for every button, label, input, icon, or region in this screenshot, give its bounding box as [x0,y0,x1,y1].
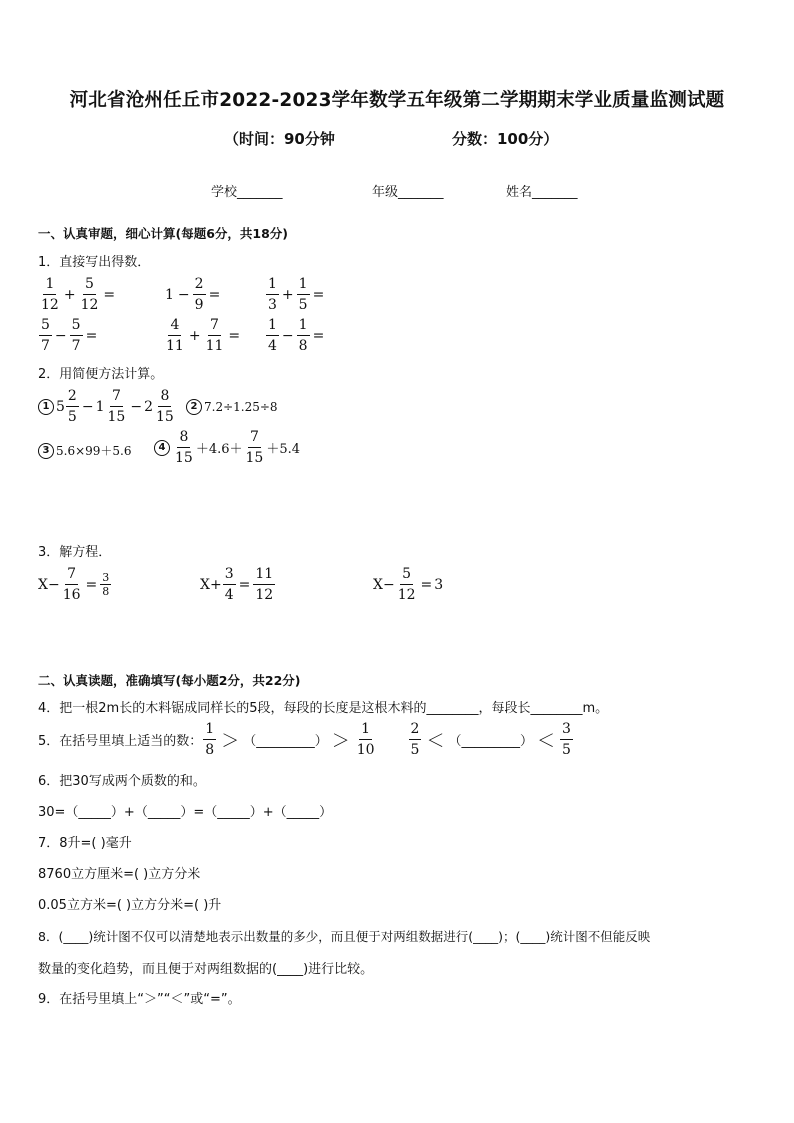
name-field[interactable]: 姓名_______ [506,185,578,200]
question-8-line-2[interactable]: 数量的变化趋势，而且便于对两组数据的(____)进行比较。 [38,962,374,977]
numerator: 1 [203,722,216,740]
operator: = [85,576,98,593]
numerator: 2 [193,277,206,295]
question-9: 9．在括号里填上“＞”“＜”或“=”。 [38,992,241,1007]
numerator: 1 [266,318,279,336]
operator: − [177,286,190,303]
numerator: 1 [359,722,372,740]
numerator: 3 [102,571,110,584]
question-7[interactable]: 7．8升=( )毫升 [38,836,132,851]
operator: + [281,286,294,303]
q1-item-2 [163,277,222,312]
q1-item-4 [38,318,99,353]
circled-number: 4 [154,440,170,456]
numerator: 11 [253,567,275,585]
operator: = [312,327,325,344]
denominator: 15 [175,450,193,466]
operator: = [228,327,241,344]
operator: − [130,398,143,415]
operator: − [81,398,94,415]
comparison-sign: ＜ [426,730,445,752]
q2-expression-1: 1 5 $\frac{2}{5}$ − 1 $\frac{7}{15}$ − 2 $\frac{8}{15}$ [38,389,177,424]
numerator: 7 [248,430,261,448]
fraction [396,567,418,602]
operator: + [63,286,76,303]
question-3-label: 3．解方程． [38,545,112,560]
q2-expression-4: 4 $\frac{8}{15}$ ＋4.6＋ $\frac{7}{15}$ ＋5.4 [154,430,300,465]
fraction [204,318,226,353]
comparison-sign: ＞ [221,730,240,752]
numerator: 1 [266,277,279,295]
operator: − [281,327,294,344]
q3-equation-2: X+ $\frac{3}{4}$ = $\frac{11}{12}$ [200,566,274,603]
circled-number: 3 [38,443,54,459]
operator: = [238,576,251,593]
fraction [173,430,195,465]
grade-field[interactable]: 年级_______ [372,185,444,200]
denominator: 7 [71,338,81,354]
denominator: 15 [155,409,174,425]
denominator: 11 [166,338,184,354]
operator: 1 [165,286,174,303]
denominator: 8 [102,585,110,598]
denominator: 9 [194,297,204,313]
operator: = [85,327,98,344]
fraction [223,567,236,602]
numerator: 2 [66,389,79,407]
fraction [297,277,310,312]
numerator: 5 [70,318,83,336]
numerator: 7 [65,567,78,585]
question-5: 5．在括号里填上适当的数： $\frac{1}{8}$ ＞ （_________） ＞ $\frac{1}{10}$ $\frac{2}{5}$ ＜ （_________） ＜ $\frac{3}{5}$ [38,721,571,758]
fraction [297,318,310,353]
fraction [70,318,83,353]
denominator: 5 [561,742,571,758]
page-title: 河北省沧州任丘市2022-2023学年数学五年级第二学期期末学业质量监测试题 [69,90,725,111]
score-info: 分数：100分） [452,130,559,148]
operator: = [312,286,325,303]
question-1-label: 1．直接写出得数． [38,255,151,270]
fraction [203,722,216,757]
q2-expression-3: 3 5.6×99＋5.6 [38,442,132,459]
numerator: 1 [297,277,310,295]
question-4: 4．把一根2m长的木料锯成同样长的5段，每段的长度是这根木料的________，每段长________m。 [38,701,609,716]
question-7-part-b[interactable]: 8760立方厘米=( )立方分米 [38,867,201,882]
denominator: 4 [224,587,234,603]
numerator: 1 [43,277,56,295]
numerator: 4 [168,318,181,336]
fraction [355,722,377,757]
denominator: 10 [356,742,375,758]
q3-equation-1: X− $\frac{7}{16}$ = $\frac{3}{8}$ [38,566,110,603]
numerator: 7 [110,389,123,407]
numerator: 5 [83,277,96,295]
time-info: （时间：90分钟 [224,130,335,148]
denominator: 4 [268,338,277,354]
denominator: 12 [41,297,59,313]
fraction [154,389,176,424]
denominator: 12 [80,297,99,313]
q1-item-6 [265,318,326,353]
denominator: 7 [41,338,50,354]
q3-equation-3: X− $\frac{5}{12}$ = 3 [373,566,444,603]
q2-expression-2: 2 7.2÷1.25÷8 [186,399,278,415]
denominator: 15 [107,409,126,425]
numerator: 8 [158,389,171,407]
denominator: 3 [268,297,277,313]
numerator: 7 [208,318,221,336]
numerator: 3 [223,567,236,585]
denominator: 12 [397,587,416,603]
school-field[interactable]: 学校_______ [211,185,283,200]
fraction [106,389,128,424]
fraction [560,722,573,757]
numerator: 5 [400,567,413,585]
denominator: 11 [205,338,224,354]
fraction [164,318,186,353]
circled-number: 2 [186,399,202,415]
answer-blank[interactable]: （_________） [448,734,533,749]
question-8-line-1[interactable]: 8．(____)统计图不仅可以清楚地表示出数量的多少，而且便于对两组数据进行(____)；(____)统计图不但能反映 [38,929,651,944]
operator: − [54,327,67,344]
numerator: 5 [39,318,52,336]
denominator: 5 [298,297,308,313]
denominator: 5 [410,742,420,758]
numerator: 2 [409,722,422,740]
numerator: 8 [177,430,190,448]
circled-number: 1 [38,399,54,415]
numerator: 1 [297,318,310,336]
q1-item-1 [38,277,117,312]
numerator: 3 [560,722,573,740]
fraction [193,277,206,312]
denominator: 5 [67,409,77,425]
fraction [409,722,422,757]
question-6: 6．把30写成两个质数的和。 [38,774,206,789]
denominator: 8 [205,742,215,758]
fraction [39,277,61,312]
comparison-sign: ＜ [536,730,555,752]
comparison-sign: ＞ [331,730,350,752]
fraction [244,430,266,465]
fraction [266,277,279,312]
denominator: 16 [62,587,81,603]
operator: + [188,327,201,344]
operator: = [208,286,221,303]
denominator: 8 [298,338,308,354]
section-1-heading: 一、认真审题，细心计算(每题6分，共18分) [38,226,289,241]
operator: = [420,576,433,593]
question-6-answer-line[interactable]: 30=（_____）+（_____）=（_____）+（_____） [38,805,333,820]
fraction [266,318,279,353]
answer-blank[interactable]: （_________） [243,734,328,749]
q1-item-5 [163,318,242,353]
fraction [100,572,111,597]
fraction [79,277,101,312]
fraction [39,318,52,353]
q1-item-3 [265,277,326,312]
question-2-label: 2．用简便方法计算。 [38,367,164,382]
question-7-part-c[interactable]: 0.05立方米=( )立方分米=( )升 [38,898,222,913]
denominator: 15 [245,450,264,466]
fraction [66,389,79,424]
operator: = [103,286,116,303]
denominator: 12 [255,587,274,603]
fraction [61,567,83,602]
section-2-heading: 二、认真读题，准确填写(每小题2分，共22分) [38,673,301,688]
fraction [253,567,275,602]
